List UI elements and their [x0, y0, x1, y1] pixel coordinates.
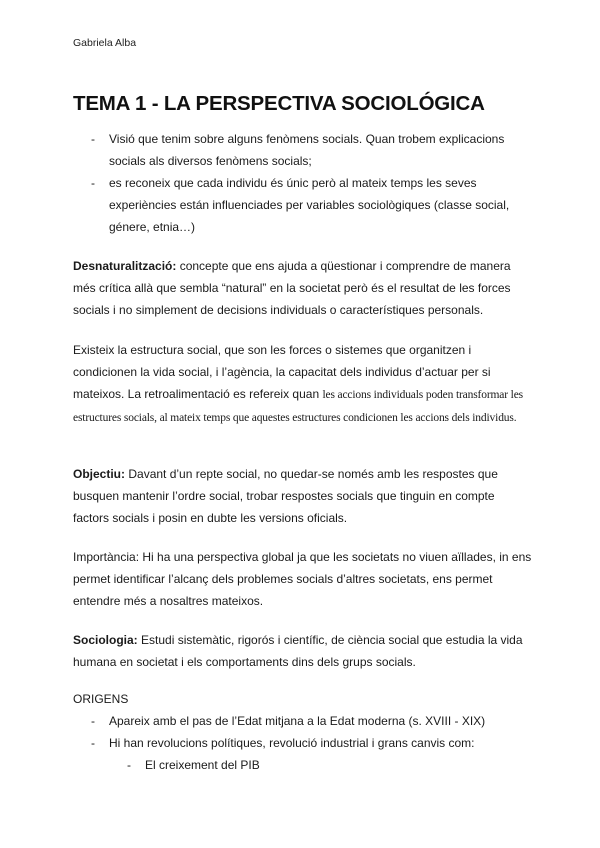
serif-text: les accions individuals poden transformar les estructures socials, al mateix temps que aquestes estructures condicionen les accions dels individus. [73, 389, 523, 424]
sociologia-paragraph [73, 629, 533, 673]
desnaturalitzacio-paragraph [73, 255, 533, 321]
objectiu-paragraph [73, 463, 533, 529]
dash-bullet: - [127, 758, 131, 772]
importancia-paragraph [73, 546, 533, 612]
origens-sub-bullet-list [127, 754, 535, 776]
bullet-text: Hi han revolucions polítiques, revolució industrial i grans canvis com: [109, 736, 475, 750]
list-item [91, 172, 539, 238]
author-name: Gabriela Alba [73, 37, 137, 49]
paragraph-text: Estudi sistemàtic, rigorós i científic, de ciència social que estudia la vida humana en societat i els comportaments dins dels grups socials. [73, 633, 523, 669]
term-label: Objectiu: [73, 467, 126, 481]
dash-bullet: - [91, 176, 95, 190]
term-label: Desnaturalització: [73, 259, 177, 273]
intro-bullet-list [91, 128, 539, 238]
paragraph-text: Davant d’un repte social, no quedar-se només amb les respostes que busquen mantenir l’ordre social, trobar respostes socials que tinguin en compte factors socials i posin en dubte les versions oficials. [73, 467, 498, 525]
origens-bullet-list [91, 710, 539, 754]
list-item [91, 710, 539, 732]
dash-bullet: - [91, 736, 95, 750]
bullet-text: Apareix amb el pas de l’Edat mitjana a la Edat moderna (s. XVIII - XIX) [109, 714, 486, 728]
estructura-paragraph [73, 339, 533, 429]
paragraph-text: concepte que ens ajuda a qüestionar i comprendre de manera més crítica allà que sembla “natural” en la societat però és el resultat de les forces socials i no simplement de decisions individuals o característiques personals. [73, 259, 511, 317]
bullet-text: El creixement del PIB [145, 758, 260, 772]
bullet-text: Visió que tenim sobre alguns fenòmens socials. Quan trobem explicacions socials als diversos fenòmens socials; [109, 132, 505, 168]
paragraph-text: Existeix la estructura social, que son les forces o sistemes que organitzen i condicionen la vida social, i l’agència, la capacitat dels individus d’actuar per si mateixos. La retroalimentació es refereix quan [73, 343, 491, 401]
page-title: TEMA 1 - LA PERSPECTIVA SOCIOLÓGICA [73, 92, 485, 115]
paragraph-text: Importància: Hi ha una perspectiva global ja que les societats no viuen aïllades, in ens permet identificar l’alcanç dels problemes socials d’altres societats, ens permet entendre més a nosaltres mateixos. [73, 550, 532, 608]
origens-heading: ORIGENS [73, 692, 129, 706]
dash-bullet: - [91, 714, 95, 728]
dash-bullet: - [91, 132, 95, 146]
list-item [127, 754, 535, 776]
list-item [91, 732, 539, 754]
term-label: Sociologia: [73, 633, 138, 647]
bullet-text: es reconeix que cada individu és únic però al mateix temps les seves experiències están influenciades per variables sociològiques (classe social, génere, etnia…) [109, 176, 510, 234]
list-item [91, 128, 539, 172]
